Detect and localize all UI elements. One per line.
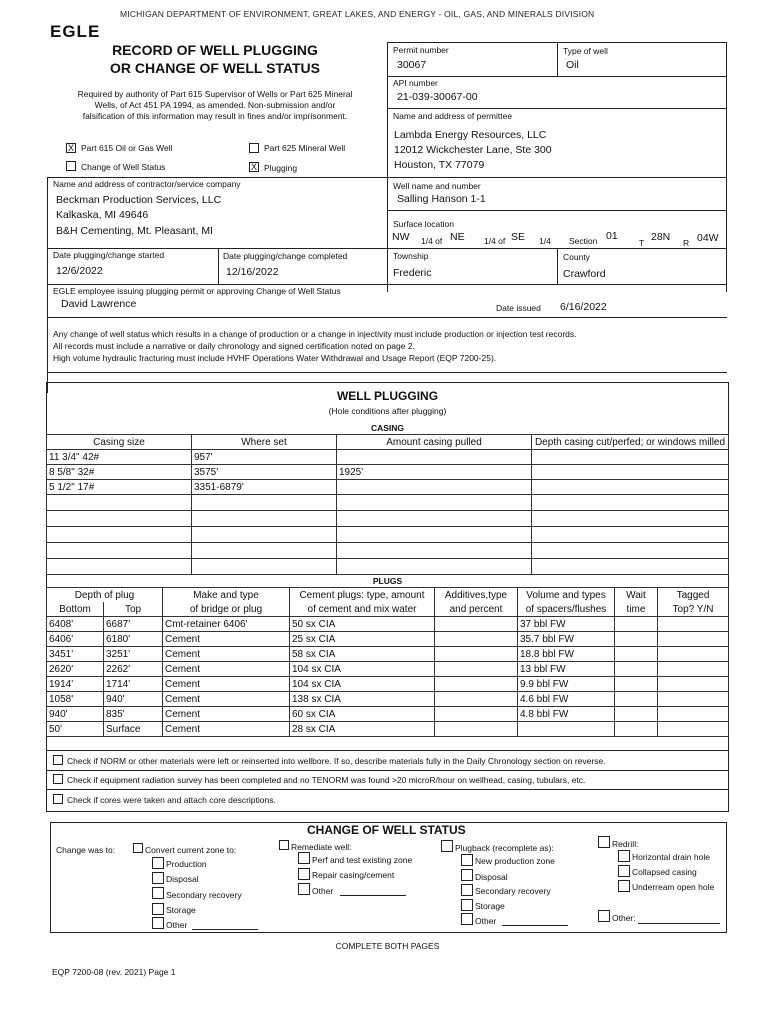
horizontal-drain-checkbox[interactable] [618, 850, 630, 862]
plug-header: Volume and types [518, 588, 615, 603]
r-lbl: R [683, 238, 690, 248]
plugback-checkbox[interactable] [441, 840, 453, 852]
plug-header: Depth of plug [47, 588, 163, 603]
authority-line-1: Required by authority of Part 615 Supervisor of Wells or Part 625 Mineral [77, 89, 353, 99]
contractor-line-2[interactable]: Kalkaska, MI 49646 [56, 209, 149, 221]
table-row: 5 1/2" 17# 3351-6879' [47, 480, 729, 495]
plugging-title: WELL PLUGGING [336, 389, 439, 403]
change-title: CHANGE OF WELL STATUS [307, 823, 466, 837]
well-name-label: Well name and number [393, 181, 481, 191]
remediate-label: Remediate well: [291, 842, 352, 852]
plug-header: Tagged [658, 588, 729, 603]
table-row: 8 5/8" 32# 3575' 1925' [47, 465, 729, 480]
authority-line-3: falsification of this information may result in fines and/or imprisonment. [82, 111, 348, 121]
table-row [47, 527, 729, 543]
remediate-other-checkbox[interactable] [298, 883, 310, 895]
plugback-secondary-checkbox[interactable] [461, 884, 473, 896]
loc-q2-lbl: 1/4 of [484, 236, 506, 246]
employee-label: EGLE employee issuing plugging permit or approving Change of Well Status [53, 286, 341, 296]
plugback-disposal-checkbox[interactable] [461, 869, 473, 881]
new-production-label: New production zone [475, 856, 555, 866]
form-title-1: RECORD OF WELL PLUGGING [112, 42, 318, 58]
casing-header: Amount casing pulled [337, 435, 532, 450]
date-started-value[interactable]: 12/6/2022 [56, 265, 103, 277]
permittee-line-3[interactable]: Houston, TX 77079 [394, 159, 485, 171]
plug-header: time [615, 602, 658, 617]
date-completed-value[interactable]: 12/16/2022 [226, 266, 279, 278]
loc-q1[interactable]: NW [392, 231, 410, 243]
plugs-title: PLUGS [372, 576, 403, 586]
repair-casing-label: Repair casing/cement [312, 870, 395, 880]
complete-both-pages: COMPLETE BOTH PAGES [335, 941, 440, 951]
plug-header: Bottom [47, 602, 104, 617]
permittee-line-1[interactable]: Lambda Energy Resources, LLC [394, 129, 547, 141]
part625-checkbox[interactable] [249, 143, 259, 153]
type-value[interactable]: Oil [566, 59, 579, 71]
loc-q3[interactable]: SE [511, 231, 526, 243]
plugs-table [46, 587, 729, 737]
part615-label: Part 615 Oil or Gas Well [81, 143, 173, 153]
plugging-subtitle: (Hole conditions after plugging) [328, 406, 447, 416]
casing-title: CASING [370, 423, 405, 433]
date-issued-label: Date issued [496, 303, 541, 313]
plug-header: of bridge or plug [163, 602, 290, 617]
township-label: Township [393, 251, 429, 261]
other-label: Other [166, 920, 188, 930]
disposal-label: Disposal [166, 874, 199, 884]
r-val[interactable]: 04W [697, 232, 719, 244]
permit-value[interactable]: 30067 [397, 59, 427, 71]
storage-label: Storage [166, 905, 196, 915]
underream-checkbox[interactable] [618, 880, 630, 892]
remediate-other-label: Other [312, 886, 334, 896]
loc-q1-lbl: 1/4 of [421, 236, 443, 246]
plug-header: and percent [435, 602, 518, 617]
convert-zone-label: Convert current zone to: [145, 845, 237, 855]
table-row: 11 3/4" 42# 957' [47, 450, 729, 465]
plug-header: Cement plugs: type, amount [290, 588, 435, 603]
production-checkbox[interactable] [152, 857, 164, 869]
table-row: 3451' 3251' Cement 58 sx CIA 18.8 bbl FW [47, 647, 729, 662]
plugback-secondary-label: Secondary recovery [475, 886, 551, 896]
type-label: Type of well [563, 46, 608, 56]
change-status-checkbox[interactable] [66, 161, 76, 171]
production-label: Production [166, 859, 207, 869]
plug-header: of spacers/flushes [518, 602, 615, 617]
t-lbl: T [639, 238, 645, 248]
loc-q3-lbl: 1/4 [539, 236, 551, 246]
plugback-storage-checkbox[interactable] [461, 899, 473, 911]
section-val[interactable]: 01 [606, 230, 618, 242]
permittee-line-2[interactable]: 12012 Wickchester Lane, Ste 300 [394, 144, 552, 156]
part615-checkbox[interactable]: X [67, 143, 74, 153]
plug-header: of cement and mix water [290, 602, 435, 617]
plugging-checkbox[interactable]: X [250, 162, 257, 172]
well-name-value[interactable]: Salling Hanson 1-1 [397, 193, 486, 205]
authority-line-2: Wells, of Act 451 PA 1994, as amended. Non-submission and/or [94, 100, 336, 110]
plugging-label: Plugging [264, 163, 298, 173]
permit-label: Permit number [393, 45, 449, 55]
radiation-checkbox[interactable] [53, 774, 63, 784]
repair-casing-checkbox[interactable] [298, 868, 310, 880]
convert-zone-checkbox[interactable] [133, 843, 143, 853]
agency-header: MICHIGAN DEPARTMENT OF ENVIRONMENT, GREAT LAKES, AND ENERGY - OIL, GAS, AND MINERALS DIVISION [120, 9, 595, 19]
contractor-line-1[interactable]: Beckman Production Services, LLC [56, 194, 222, 206]
perf-test-label: Perf and test existing zone [312, 855, 413, 865]
plugback-other-checkbox[interactable] [461, 913, 473, 925]
contractor-line-3[interactable]: B&H Cementing, Mt. Pleasant, MI [56, 225, 213, 237]
secondary-recovery-label: Secondary recovery [166, 890, 242, 900]
redrill-checkbox[interactable] [598, 836, 610, 848]
table-row: 6406' 6180' Cement 25 sx CIA 35.7 bbl FW [47, 632, 729, 647]
table-row: 50' Surface Cement 28 sx CIA [47, 722, 729, 737]
table-row: 940' 835' Cement 60 sx CIA 4.8 bbl FW [47, 707, 729, 722]
plugback-other-label: Other [475, 916, 497, 926]
collapsed-casing-label: Collapsed casing [632, 867, 697, 877]
form-title-2: OR CHANGE OF WELL STATUS [110, 60, 320, 76]
casing-header: Depth casing cut/perfed; or windows milled [532, 435, 729, 450]
permittee-label: Name and address of permittee [393, 111, 513, 121]
cores-check-text: Check if cores were taken and attach core descriptions. [67, 795, 276, 805]
perf-test-checkbox[interactable] [298, 852, 310, 864]
redrill-label: Redrill: [612, 839, 639, 849]
plug-header: Additives,type [435, 588, 518, 603]
norm-checkbox[interactable] [53, 755, 63, 765]
table-row [47, 495, 729, 511]
table-row: 1914' 1714' Cement 104 sx CIA 9.9 bbl FW [47, 677, 729, 692]
contractor-label: Name and address of contractor/service company [53, 179, 241, 189]
egle-logo: EGLE [50, 22, 101, 41]
api-value[interactable]: 21-039-30067-00 [397, 91, 478, 103]
collapsed-casing-checkbox[interactable] [618, 865, 630, 877]
casing-header: Where set [192, 435, 337, 450]
storage-checkbox[interactable] [152, 903, 164, 915]
surface-label: Surface location [393, 219, 454, 229]
table-row: 6408' 6687' Cmt-retainer 6406' 50 sx CIA 37 bbl FW [47, 617, 729, 632]
date-issued-value[interactable]: 6/16/2022 [560, 301, 607, 313]
table-row [47, 559, 729, 575]
secondary-recovery-checkbox[interactable] [152, 887, 164, 899]
table-row: 1058' 940' Cement 138 sx CIA 4.6 bbl FW [47, 692, 729, 707]
township-value[interactable]: Frederic [393, 267, 432, 279]
notice-line-3: High volume hydraulic fracturing must include HVHF Operations Water Withdrawal and Usage Report (EQP 7200-25). [53, 353, 497, 363]
horizontal-drain-label: Horizontal drain hole [632, 852, 710, 862]
table-row: 2620' 2262' Cement 104 sx CIA 13 bbl FW [47, 662, 729, 677]
employee-value[interactable]: David Lawrence [61, 298, 137, 310]
table-row [47, 543, 729, 559]
county-value[interactable]: Crawford [563, 268, 606, 280]
redrill-other-label: Other: [612, 913, 636, 923]
api-label: API number [393, 78, 438, 88]
casing-table [46, 434, 729, 575]
plug-header: Wait [615, 588, 658, 603]
table-row [47, 511, 729, 527]
plug-header: Make and type [163, 588, 290, 603]
plug-header: Top [104, 602, 163, 617]
plug-header: Top? Y/N [658, 602, 729, 617]
section-lbl: Section [569, 236, 598, 246]
radiation-check-text: Check if equipment radiation survey has been completed and no TENORM was found >20 microR/hour on wellhead, casing, tubulars, etc. [67, 775, 586, 785]
change-status-label: Change of Well Status [81, 162, 166, 172]
part625-label: Part 625 Mineral Well [264, 143, 346, 153]
new-production-checkbox[interactable] [461, 854, 473, 866]
form-id: EQP 7200-08 (rev. 2021) Page 1 [52, 967, 176, 977]
other-checkbox[interactable] [152, 917, 164, 929]
redrill-other-checkbox[interactable] [598, 910, 610, 922]
date-completed-label: Date plugging/change completed [223, 251, 348, 261]
t-val[interactable]: 28N [651, 231, 671, 243]
remediate-checkbox[interactable] [279, 840, 289, 850]
norm-check-text: Check if NORM or other materials were left or reinserted into wellbore. If so, describe materials fully in the Daily Chronology section on reverse. [67, 756, 606, 766]
plugback-storage-label: Storage [475, 901, 505, 911]
disposal-checkbox[interactable] [152, 872, 164, 884]
cores-checkbox[interactable] [53, 794, 63, 804]
casing-header: Casing size [47, 435, 192, 450]
notice-line-1: Any change of well status which results in a change of production or a change in injectivity must include production or injection test records. [53, 329, 577, 339]
plugback-disposal-label: Disposal [475, 872, 508, 882]
underream-label: Underream open hole [632, 882, 715, 892]
loc-q2[interactable]: NE [450, 231, 465, 243]
plugback-label: Plugback (recomplete as): [455, 843, 554, 853]
date-started-label: Date plugging/change started [53, 250, 165, 260]
county-label: County [563, 252, 590, 262]
change-was-to: Change was to: [56, 845, 116, 855]
notice-line-2: All records must include a narrative or daily chronology and signed certification noted on page 2. [53, 341, 415, 351]
